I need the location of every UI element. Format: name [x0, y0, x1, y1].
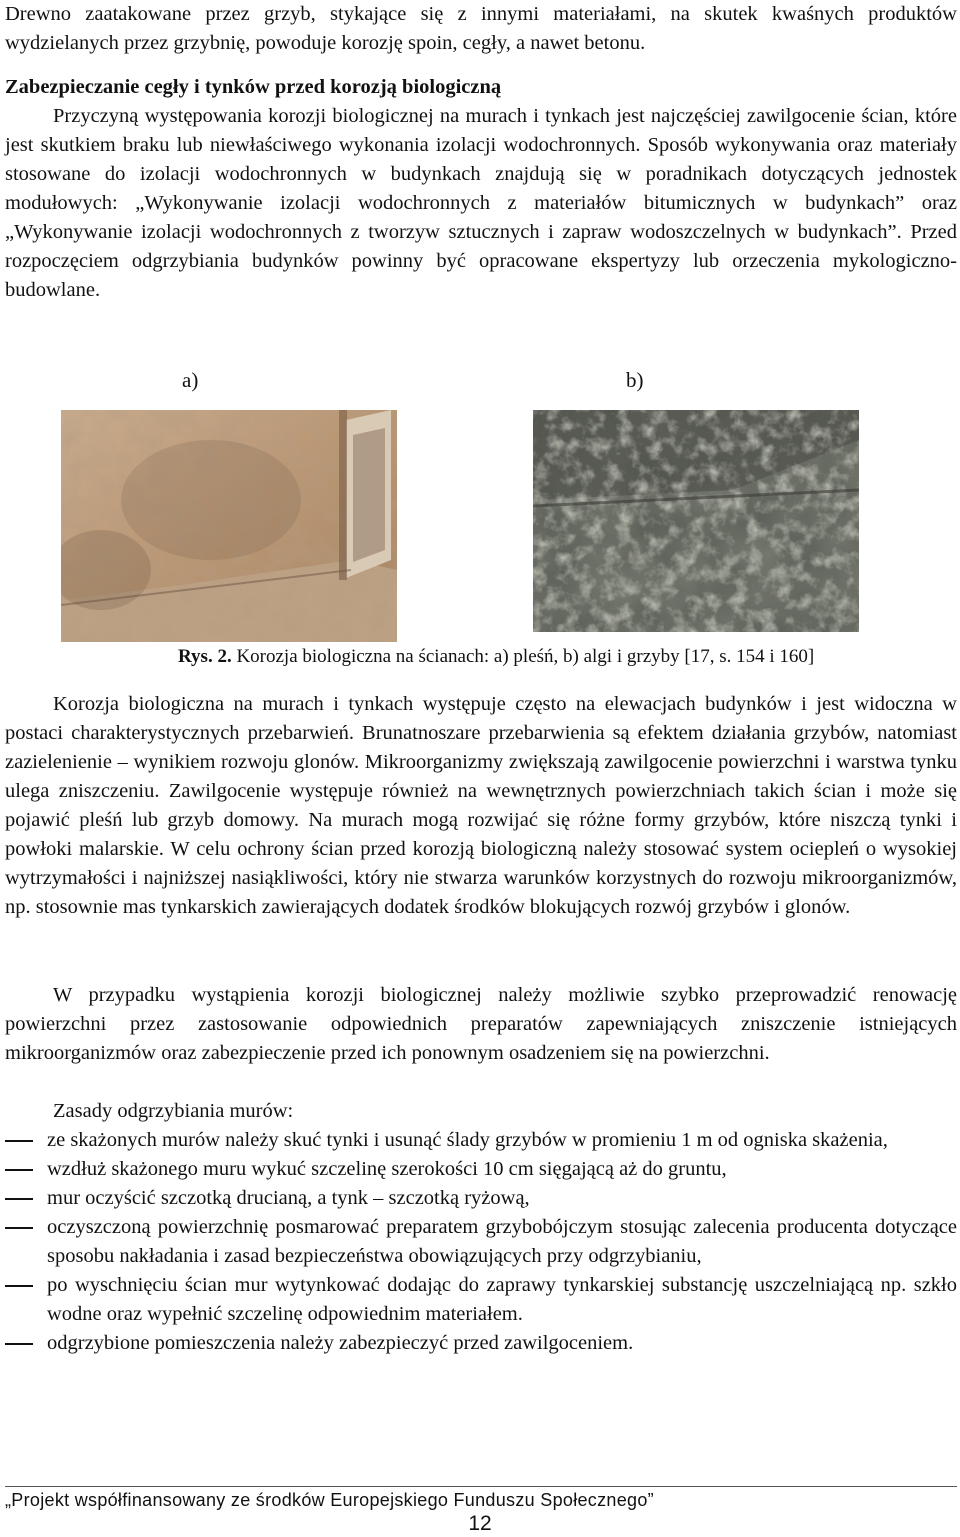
list-item-text: oczyszczoną powierzchnię posmarować preparatem grzybobójczym stosując zalecenia producenta dotyczące sposobu nakładania i zasad bezpieczeństwa obowiązujących przy odgrzybianiu,: [47, 1216, 957, 1267]
page-number: 12: [468, 1512, 492, 1535]
figure-caption-text: Korozja biologiczna na ścianach: a) pleśń, b) algi i grzyby [17, s. 154 i 160]: [236, 646, 815, 667]
list-item: [5, 1329, 957, 1358]
photo-algae-fungi-wall: [533, 410, 859, 632]
list-item: [5, 1155, 957, 1184]
body-paragraph-2: W przypadku wystąpienia korozji biologicznej należy możliwie szybko przeprowadzić renowację powierzchni przez zastosowanie odpowiednich preparatów zapewniających zniszczenie istniejących mikroorganizmów oraz zabezpieczenie przed ich ponownym osadzeniem się na powierzchni.: [5, 984, 957, 1064]
list-item-text: mur oczyścić szczotką drucianą, a tynk – szczotką ryżową,: [47, 1187, 530, 1209]
section-heading: Zabezpieczanie cegły i tynków przed korozją biologiczną: [5, 76, 502, 98]
list-item-text: odgrzybione pomieszczenia należy zabezpieczyć przed zawilgoceniem.: [47, 1332, 634, 1354]
footer-note: „Projekt współfinansowany ze środków Europejskiego Funduszu Społecznego”: [5, 1490, 654, 1510]
intro-paragraph: Drewno zaatakowane przez grzyb, stykające się z innymi materiałami, na skutek kwaśnych produktów wydzielanych przez grzybnię, powoduje korozję spoin, cegły, a nawet betonu.: [5, 3, 957, 54]
figure-caption: [178, 642, 814, 671]
list-item: [5, 1126, 957, 1155]
guidelines-list: [5, 1126, 957, 1358]
body-paragraph-1: Korozja biologiczna na murach i tynkach występuje często na elewacjach budynków i jest widoczna w postaci charakterystycznych przebarwień. Brunatnoszare przebarwienia są efektem działania grzybów, natomiast zazielenienie – wynikiem rozwoju glonów. Mikroorganizmy zwiększają zawilgocenie powierzchni i warstwa tynku ulega zniszczeniu. Zawilgocenie występuje również na wewnętrznych powierzchniach takich ścian i może się pojawić pleśń lub grzyb domowy. Na murach mogą rozwijać się różne formy grzybów, które niszczą tynki i powłoki malarskie. W celu ochrony ścian przed korozją biologiczną należy stosować system ociepleń o wysokiej wytrzymałości i najniższej nasiąkliwości, który nie stwarza warunków korzystnych do rozwoju mikroorganizmów, np. stosownie mas tynkarskich zawierających dodatek środków blokujących rozwój grzybów i glonów.: [5, 693, 957, 918]
photo-mold-wall: [61, 410, 397, 642]
footer-divider: [5, 1486, 957, 1487]
list-item: [5, 1213, 957, 1271]
list-item: [5, 1271, 957, 1329]
list-item-text: ze skażonych murów należy skuć tynki i usunąć ślady grzybów w promieniu 1 m od ogniska skażenia,: [47, 1129, 888, 1151]
figure-label-a: a): [182, 368, 199, 392]
list-item: [5, 1184, 957, 1213]
figure-label-b: b): [626, 368, 644, 392]
figure-caption-number: Rys. 2.: [178, 646, 232, 667]
list-item-text: po wyschnięciu ścian mur wytynkować dodając do zaprawy tynkarskiej substancję uszczelniającą np. szkło wodne oraz wypełnić szczelinę odpowiednim materiałem.: [47, 1274, 957, 1325]
list-title: Zasady odgrzybiania murów:: [53, 1100, 294, 1122]
list-item-text: wzdłuż skażonego muru wykuć szczelinę szerokości 10 cm sięgającą aż do gruntu,: [47, 1158, 727, 1180]
section-paragraph: Przyczyną występowania korozji biologicznej na murach i tynkach jest najczęściej zawilgocenie ścian, które jest skutkiem braku lub niewłaściwego wykonania izolacji wodochronnych. Sposób wykonywania oraz materiały stosowane do izolacji wodochronnych w budynkach znajdują się w poradnikach dotyczących jednostek modułowych: „Wykonywanie izolacji wodochronnych z materiałów bitumicznych w budynkach” oraz „Wykonywanie izolacji wodochronnych z tworzyw sztucznych i zapraw wodoszczelnych w budynkach”. Przed rozpoczęciem odgrzybiania budynków powinny być opracowane ekspertyzy lub orzeczenia mykologiczno-budowlane.: [5, 105, 957, 301]
